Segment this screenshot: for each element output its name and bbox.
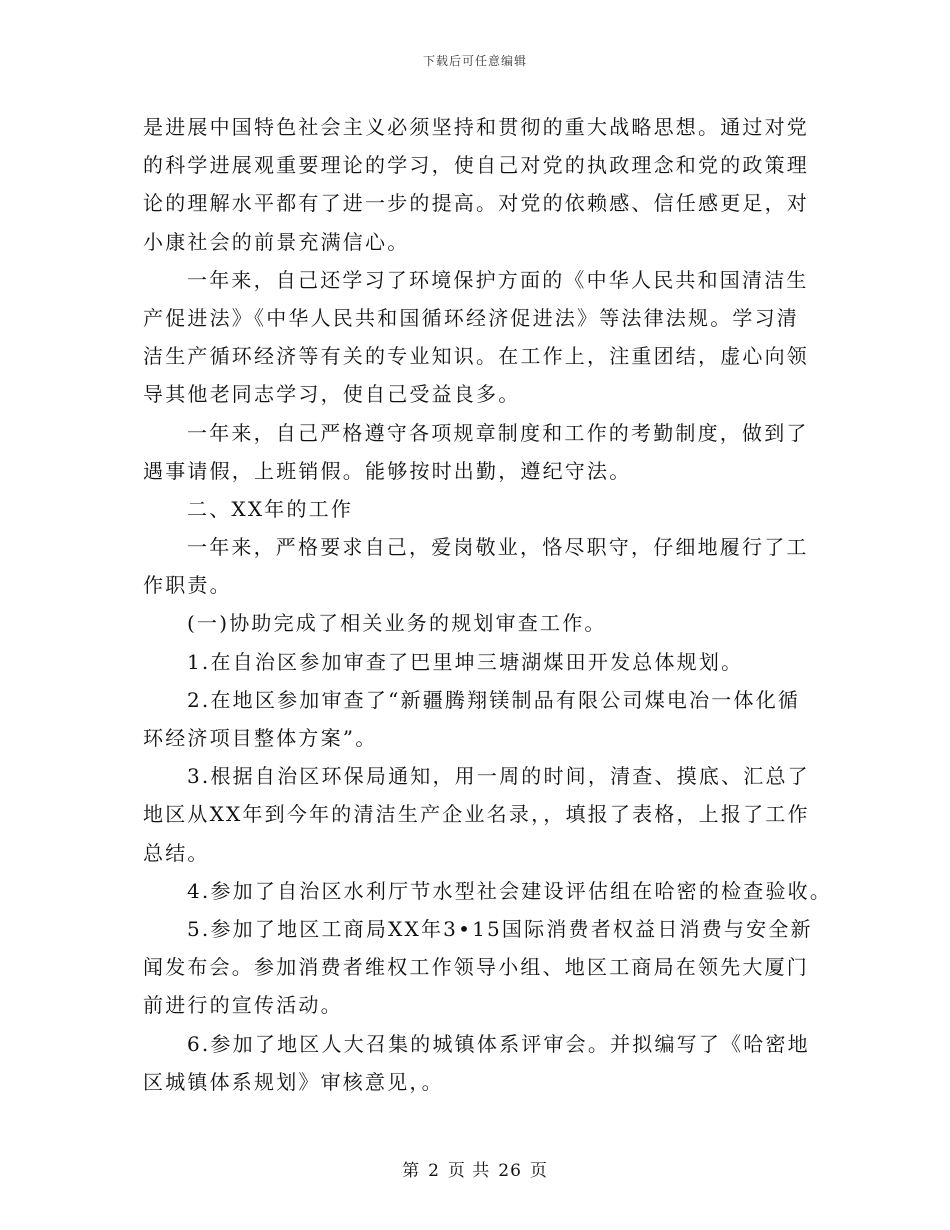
text-line: 地区从XX年到今年的清洁生产企业名录，，填报了表格，上报了工作 [143, 802, 810, 827]
page-number: 2 [428, 1161, 440, 1181]
section-heading: 二、XX年的工作 [187, 496, 354, 521]
text-line: 一年来，自己严格遵守各项规章制度和工作的考勤制度，做到了 [187, 420, 809, 445]
list-item: 2.在地区参加审查了“新疆腾翔镁制品有限公司煤电冶一体化循 [187, 687, 801, 712]
text-line: 导其他老同志学习，使自己受益良多。 [143, 382, 521, 407]
text-line: 遇事请假，上班销假。能够按时出勤，遵纪守法。 [143, 458, 632, 483]
text-line: 作职责。 [143, 573, 232, 598]
text-line: 是进展中国特色社会主义必须坚持和贯彻的重大战略思想。通过对党 [143, 115, 809, 139]
page-middle: 页 共 [447, 1161, 491, 1181]
text-line: 一年来，严格要求自己，爱岗敬业，恪尽职守，仔细地履行了工 [187, 535, 809, 560]
list-item: 4.参加了自治区水利厅节水型社会建设评估组在哈密的检查验收。 [187, 878, 833, 903]
list-item: 5.参加了地区工商局XX年3•15国际消费者权益日消费与安全新 [187, 916, 813, 941]
text-line: 环经济项目整体方案”。 [143, 726, 378, 750]
subsection-heading: (一)协助完成了相关业务的规划审查工作。 [187, 611, 607, 636]
list-item: 6.参加了地区人大召集的城镇体系评审会。并拟编写了《哈密地 [187, 1031, 810, 1056]
page-footer [0, 1156, 950, 1181]
text-line: 论的理解水平都有了进一步的提高。对党的依赖感、信任感更足，对 [143, 191, 809, 216]
text-line: 闻发布会。参加消费者维权工作领导小组、地区工商局在领先大厦门 [143, 955, 809, 980]
list-item: 3.根据自治区环保局通知，用一周的时间，清查、摸底、汇总了 [187, 764, 810, 789]
text-line: 洁生产循环经济等有关的专业知识。在工作上，注重团结，虚心向领 [143, 344, 809, 369]
page-header: 下载后可任意编辑 [422, 54, 527, 68]
page-suffix: 页 [529, 1161, 548, 1181]
page-prefix: 第 [402, 1161, 421, 1181]
text-line: 小康社会的前景充满信心。 [143, 229, 410, 254]
document-body [143, 108, 833, 1101]
text-line: 的科学进展观重要理论的学习，使自己对党的执政理念和党的政策理 [143, 153, 809, 178]
text-line: 总结。 [143, 840, 210, 865]
text-line: 一年来，自己还学习了环境保护方面的《中华人民共和国清洁生 [187, 267, 809, 292]
page-total: 26 [498, 1161, 522, 1181]
text-line: 产促进法》《中华人民共和国循环经济促进法》等法律法规。学习清 [143, 305, 799, 330]
text-line: 区城镇体系规划》审核意见，。 [143, 1069, 444, 1094]
list-item: 1.在自治区参加审查了巴里坤三塘湖煤田开发总体规划。 [187, 649, 744, 674]
text-line: 前进行的宣传活动。 [143, 993, 343, 1018]
